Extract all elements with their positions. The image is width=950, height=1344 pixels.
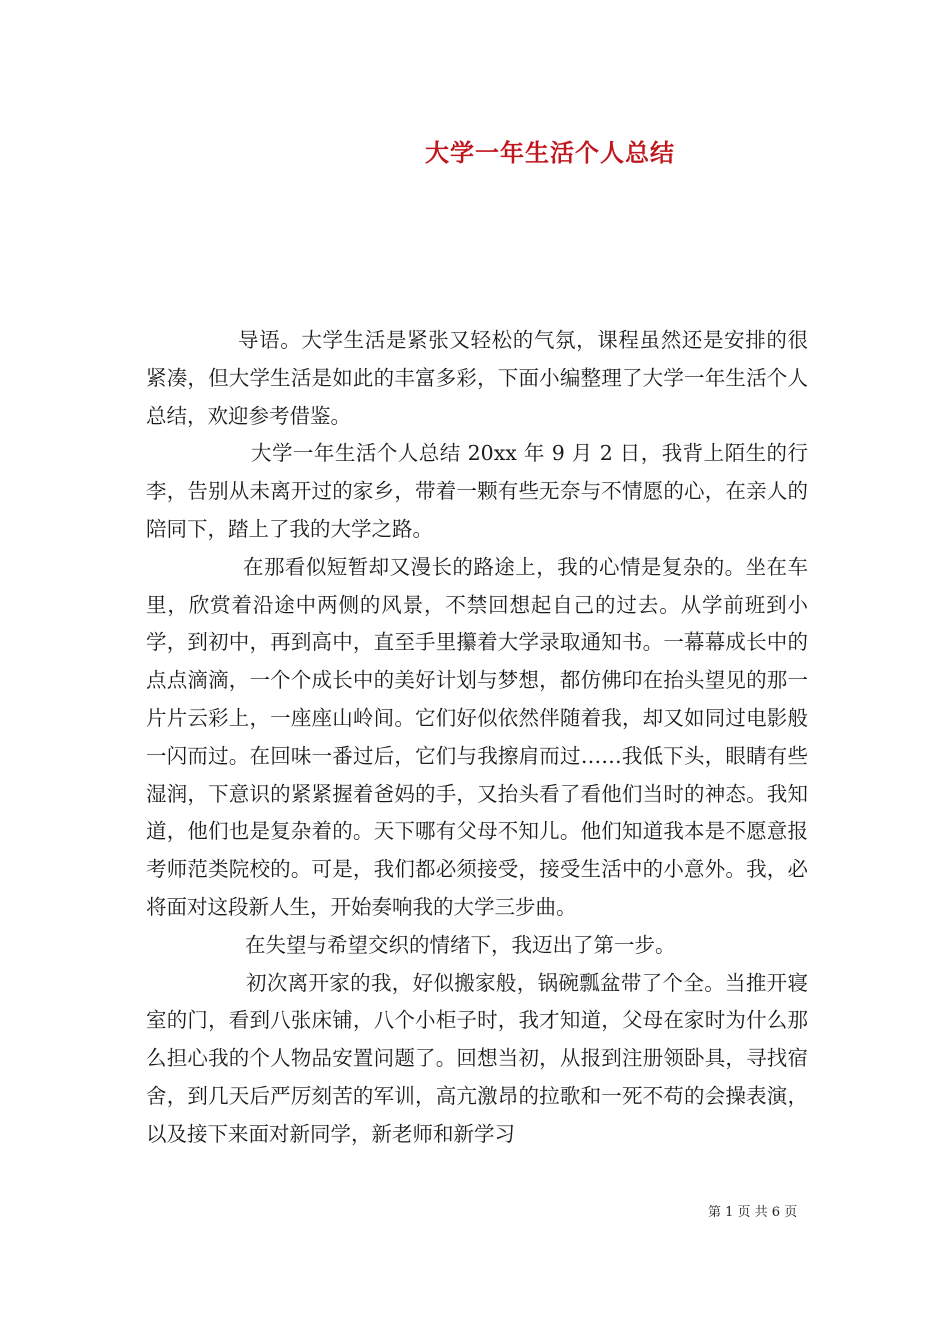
paragraph-departure: 大学一年生活个人总结 20xx 年 9 月 2 日，我背上陌生的行李，告别从未离开过的家乡，带着一颗有些无奈与不情愿的心，在亲人的陪同下，踏上了我的大学之路。 xyxy=(146,441,808,541)
page-number-footer: 第 1 页 共 6 页 xyxy=(708,1205,798,1220)
document-title: 大学一年生活个人总结 xyxy=(425,138,675,167)
paragraph-first-step: 在失望与希望交织的情绪下，我迈出了第一步。 xyxy=(245,932,676,957)
paragraph-intro: 导语。大学生活是紧张又轻松的气氛，课程虽然还是安排的很紧凑，但大学生活是如此的丰富多彩，下面小编整理了大学一年生活个人总结，欢迎参考借鉴。 xyxy=(146,328,808,428)
paragraph-dorm: 初次离开家的我，好似搬家般，锅碗瓢盆带了个全。当推开寝室的门，看到八张床铺，八个小柜子时，我才知道，父母在家时为什么那么担心我的个人物品安置问题了。回想当初，从报到注册领卧具，寻找宿舍，到几天后严厉刻苦的军训，高亢激昂的拉歌和一死不苟的会操表演，以及接下来面对新同学，新老师和新学习 xyxy=(146,970,808,1146)
paragraph-journey: 在那看似短暂却又漫长的路途上，我的心情是复杂的。坐在车里，欣赏着沿途中两侧的风景，不禁回想起自己的过去。从学前班到小学，到初中，再到高中，直至手里攥着大学录取通知书。一幕幕成长中的点点滴滴，一个个成长中的美好计划与梦想，都仿佛印在抬头望见的那一片片云彩上，一座座山岭间。它们好似依然伴随着我，却又如同过电影般一闪而过。在回味一番过后，它们与我擦肩而过……我低下头，眼睛有些湿润，下意识的紧紧握着爸妈的手，又抬头看了看他们当时的神态。我知道，他们也是复杂着的。天下哪有父母不知儿。他们知道我本是不愿意报考师范类院校的。可是，我们都必须接受，接受生活中的小意外。我，必将面对这段新人生，开始奏响我的大学三步曲。 xyxy=(146,554,808,919)
document-body xyxy=(146,322,808,1154)
